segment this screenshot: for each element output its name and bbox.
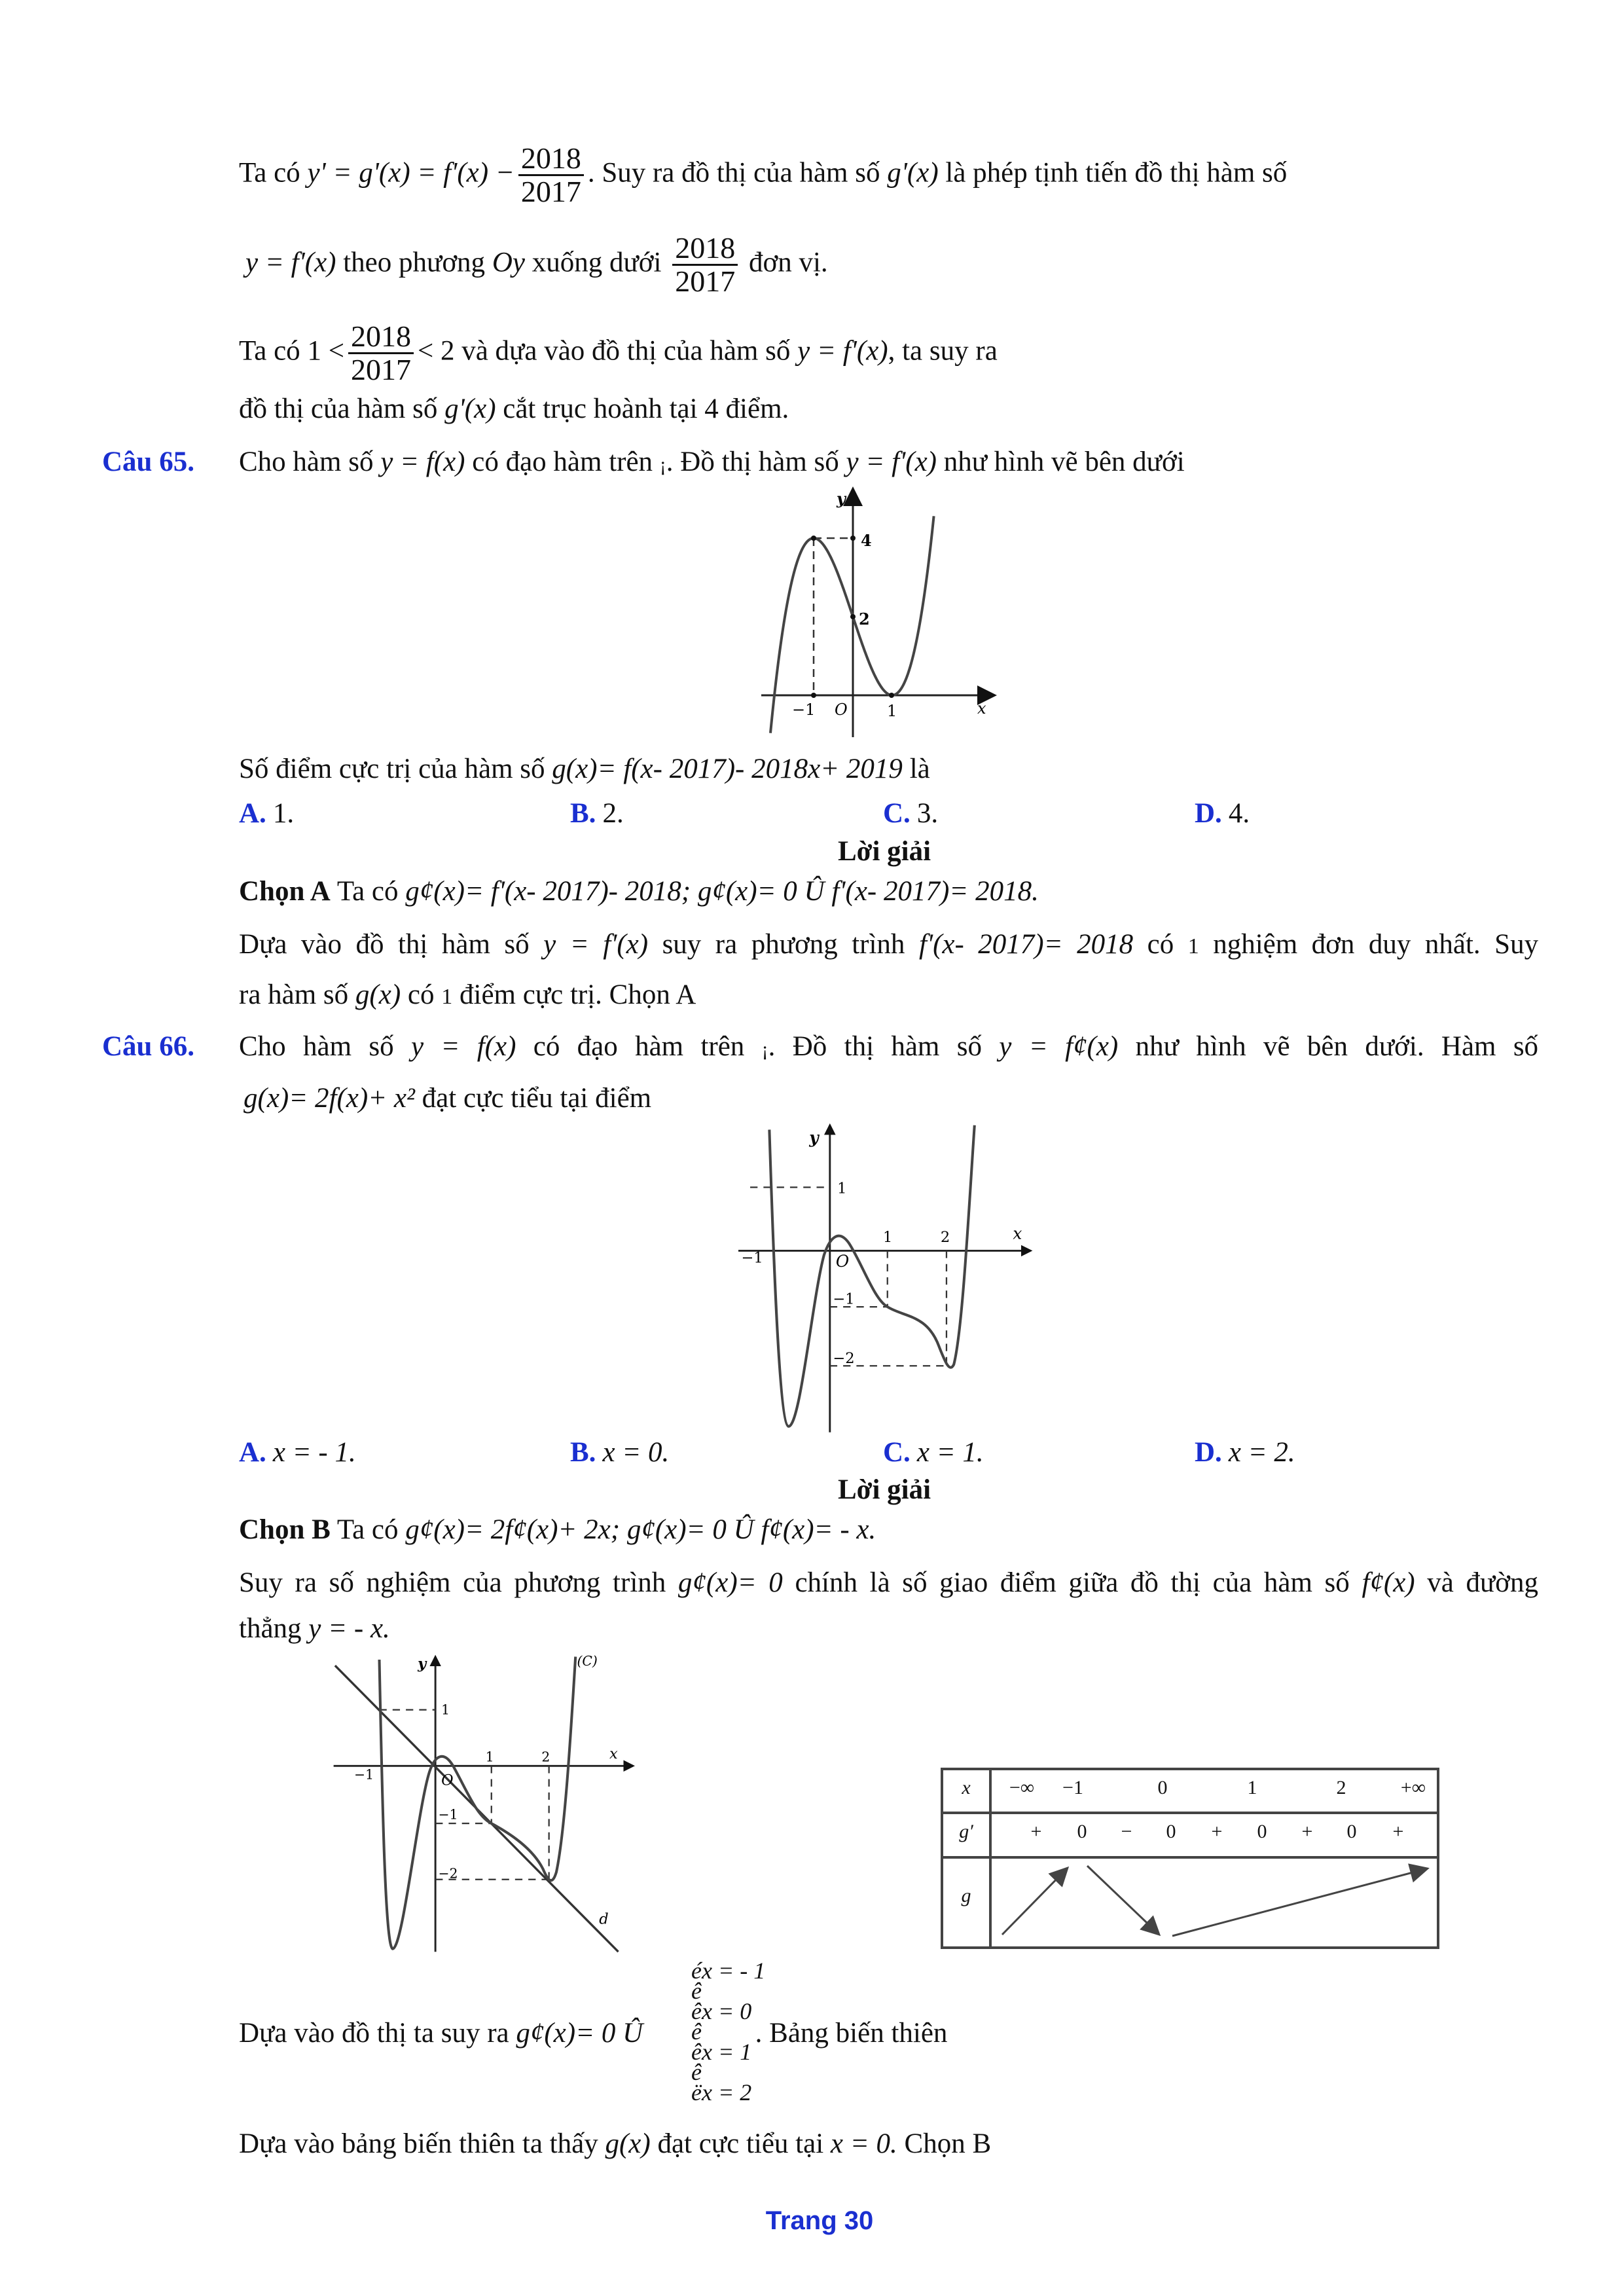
page-number: Trang 30 (765, 2206, 874, 2235)
case: êx = 1 (691, 2039, 752, 2065)
origin-label: O (835, 1252, 850, 1271)
text: Ta có (239, 335, 300, 367)
math: y = f'(x) (245, 247, 336, 278)
solution-66-line-4 (239, 2014, 947, 2053)
option-d[interactable] (1195, 794, 1250, 833)
text: cắt trục hoành tại 4 điểm. (503, 393, 789, 424)
math: y = f¢(x) (999, 1031, 1119, 1062)
math: < 2 (417, 335, 455, 367)
question-66-stem-2 (244, 1079, 651, 1118)
option-a[interactable] (239, 1433, 356, 1472)
solution-66-line-2 (239, 1563, 1538, 1603)
tick-minus-2: −2 (438, 1865, 458, 1882)
answer-choice: Chọn B (239, 1514, 331, 1545)
numerator: 2018 (518, 143, 584, 176)
math: y = f'(x) (543, 929, 649, 960)
arrow-up (1172, 1868, 1428, 1936)
tick-minus-1: −1 (438, 1806, 458, 1823)
option-key: D. (1195, 798, 1222, 829)
option-key: B. (570, 798, 596, 829)
tick-minus-1-x: −1 (741, 1249, 763, 1267)
option-b[interactable] (570, 1433, 669, 1472)
cell: −∞ (1009, 1777, 1035, 1798)
text: và đường (1427, 1567, 1539, 1598)
question-65-stem (239, 443, 1185, 482)
tick-minus-1: −1 (833, 1290, 855, 1308)
intro-line-1 (239, 141, 1288, 208)
math: g'(x) (444, 393, 496, 424)
solution-66-line-1 (239, 1510, 876, 1550)
intro-line-2 (245, 231, 828, 298)
math: g¢(x)= 0 (677, 1567, 783, 1598)
text: điểm cực trị. Chọn A (460, 979, 696, 1010)
cell: + (1211, 1821, 1223, 1842)
tick-x-2: 2 (940, 1228, 950, 1246)
math: y = f(x) (380, 446, 465, 477)
question-65-text (239, 750, 930, 789)
option-key: A. (239, 798, 266, 829)
axis-label-y: y (837, 489, 846, 508)
variation-arrows (943, 1856, 1441, 1948)
tick-x-1: 1 (882, 1228, 893, 1246)
tick-1: 1 (837, 1180, 847, 1197)
text: theo phương (343, 247, 486, 278)
cell: 0 (1157, 1777, 1168, 1798)
option-b[interactable] (570, 794, 624, 833)
option-value: x = 0. (602, 1437, 670, 1468)
option-value: 4. (1228, 798, 1250, 829)
text: Ta có (336, 1514, 399, 1545)
text: Ta có (336, 876, 399, 907)
solution-65-line-2 (239, 925, 1538, 964)
cell: 0 (1257, 1821, 1267, 1842)
axis-label-x: x (977, 699, 986, 718)
axis-label-y: y (418, 1655, 427, 1673)
math: x = 0. (830, 2128, 897, 2159)
denominator: 2017 (675, 264, 736, 298)
math: g(x)= 2f(x)+ x² (244, 1083, 415, 1114)
fraction (672, 232, 738, 297)
cell: − (1121, 1821, 1132, 1842)
option-key: C. (883, 798, 911, 829)
intro-line-4 (239, 390, 789, 429)
option-key: D. (1195, 1437, 1222, 1468)
case: ê (691, 2059, 702, 2085)
text: đạt cực tiểu tại điểm (422, 1083, 652, 1114)
fraction (348, 321, 414, 386)
number: 1 (441, 985, 453, 1009)
solution-title: Lời giải (838, 1474, 931, 1505)
case-system (691, 1958, 766, 2105)
answer-choice: Chọn A (239, 876, 331, 907)
option-key: A. (239, 1437, 266, 1468)
math: Oy (492, 247, 525, 278)
table-row-x (943, 1770, 1437, 1814)
question-65-label: Câu 65. (102, 446, 194, 477)
question-66-stem (239, 1027, 1538, 1066)
text: xuống dưới (532, 247, 662, 278)
text: thẳng (239, 1613, 302, 1644)
origin-label: O (835, 701, 848, 719)
cell: 0 (1077, 1821, 1087, 1842)
cell: 2 (1336, 1777, 1346, 1798)
text: Dựa vào bảng biến thiên ta thấy (239, 2128, 598, 2159)
text: Dựa vào đồ thị hàm số (239, 929, 530, 960)
option-key: C. (883, 1437, 911, 1468)
text: có đạo hàm trên (472, 446, 653, 477)
text: chính là số giao điểm giữa đồ thị của hàm số (795, 1567, 1350, 1598)
math: g¢(x)= 2f¢(x)+ 2x; g¢(x)= 0 Û f¢(x)= - x. (405, 1514, 876, 1545)
math: y = f'(x) (797, 335, 888, 367)
tick-x-1: 1 (485, 1749, 494, 1765)
axis-label-y: y (809, 1127, 819, 1147)
case: êx = 0 (691, 1998, 752, 2024)
text: Suy ra số nghiệm của phương trình (239, 1567, 666, 1598)
text: có đạo hàm trên (533, 1031, 745, 1062)
case: éx = - 1 (691, 1958, 766, 1984)
row-label: g′ (959, 1821, 973, 1842)
case: ëx = 2 (691, 2079, 752, 2105)
case: ê (691, 2018, 702, 2045)
text: như hình vẽ bên dưới (943, 446, 1185, 477)
tick-1: 1 (887, 702, 897, 720)
real-set-symbol: ¡ (659, 454, 666, 475)
solution-66-line-3 (239, 1609, 390, 1649)
tick-minus-1-x: −1 (354, 1766, 374, 1783)
numerator: 2018 (672, 232, 738, 266)
option-value: 3. (916, 798, 939, 829)
curve-c (379, 1657, 575, 1949)
text: ra hàm số (239, 979, 349, 1010)
solution-66-line-5 (239, 2124, 991, 2164)
math: g(x) (605, 2128, 651, 2159)
option-value: x = 1. (916, 1437, 984, 1468)
tick-x-2: 2 (541, 1749, 550, 1765)
text: Cho hàm số (239, 1031, 394, 1062)
option-value: 2. (602, 798, 624, 829)
text: có (407, 979, 435, 1010)
text: Số điểm cực trị của hàm số (239, 754, 545, 784)
math: 1 < (307, 335, 344, 367)
text: đồ thị của hàm số (239, 393, 438, 424)
text: , ta suy ra (888, 335, 998, 367)
question-66-label: Câu 66. (102, 1031, 194, 1062)
option-value: 1. (272, 798, 295, 829)
table-row-gprime (943, 1812, 1437, 1859)
text: . Đồ thị hàm số (768, 1031, 982, 1062)
text: Dựa vào đồ thị ta suy ra (239, 2018, 509, 2049)
graph-f-prime-66 (738, 1122, 1034, 1432)
math: f'(x- 2017)= 2018 (918, 929, 1134, 960)
intro-line-3 (239, 319, 998, 386)
solution-title: Lời giải (838, 836, 931, 867)
math: y = f(x) (410, 1031, 516, 1062)
option-value: x = 2. (1228, 1437, 1295, 1468)
text: Cho hàm số (239, 446, 374, 477)
cell: + (1030, 1821, 1042, 1842)
cell: + (1301, 1821, 1313, 1842)
math: y = f'(x) (846, 446, 937, 477)
text: đơn vị. (748, 247, 828, 278)
math: f¢(x) (1362, 1567, 1415, 1598)
text: Ta có (239, 157, 300, 189)
text: đạt cực tiểu tại (657, 2128, 824, 2159)
arrow-down (1087, 1866, 1159, 1935)
case: ê (691, 1978, 702, 2004)
text: là (909, 754, 930, 784)
real-set-symbol: ¡ (761, 1038, 768, 1060)
text: . Bảng biến thiên (755, 2018, 948, 2049)
fraction (518, 143, 584, 208)
math: y' = g'(x) = f'(x) − (307, 157, 514, 189)
axis-label-x: x (609, 1745, 618, 1763)
option-key: B. (570, 1437, 596, 1468)
graph-f-prime-65 (759, 484, 1008, 746)
option-value: x = - 1. (272, 1437, 356, 1468)
dashed-guide (750, 1187, 947, 1366)
line-d-label: d (599, 1910, 609, 1928)
cell: +∞ (1400, 1777, 1426, 1798)
origin-label: O (441, 1772, 454, 1789)
cell: + (1392, 1821, 1404, 1842)
tick-minus-1: −1 (792, 701, 816, 719)
text: Chọn B (904, 2128, 992, 2159)
cell: 0 (1166, 1821, 1176, 1842)
math: g(x) (355, 979, 401, 1010)
text: . Suy ra đồ thị của hàm số (587, 157, 880, 189)
tick-minus-2: −2 (833, 1349, 855, 1367)
denominator: 2017 (350, 353, 411, 386)
option-c[interactable] (883, 1433, 984, 1472)
denominator: 2017 (520, 175, 581, 208)
math: g¢(x)= 0 Û (516, 2018, 643, 2049)
tick-1: 1 (441, 1702, 450, 1718)
text: như hình vẽ bên dưới. Hàm số (1135, 1031, 1539, 1062)
math: g¢(x)= f'(x- 2017)- 2018; g¢(x)= 0 Û f'(x- 2017)= 2018. (405, 876, 1039, 907)
text: suy ra phương trình (662, 929, 905, 960)
text: . Đồ thị hàm số (666, 446, 839, 477)
tick-4: 4 (861, 531, 872, 550)
graph-intersection (332, 1654, 636, 1956)
numerator: 2018 (348, 321, 414, 354)
solution-65-line-3 (239, 975, 696, 1015)
variation-table (941, 1768, 1439, 1949)
option-c[interactable] (883, 794, 938, 833)
math: g'(x) (887, 157, 939, 189)
row-label: x (962, 1777, 971, 1798)
cell: 1 (1247, 1777, 1257, 1798)
cell: 0 (1346, 1821, 1357, 1842)
axis-label-x: x (1013, 1224, 1022, 1243)
row-label: g (961, 1885, 971, 1906)
tick-2: 2 (859, 610, 870, 629)
curve-label: (C) (577, 1654, 598, 1669)
solution-65-line-1 (239, 872, 1039, 911)
arrow-up (1002, 1868, 1068, 1935)
option-a[interactable] (239, 794, 294, 833)
text: là phép tịnh tiến đồ thị hàm số (945, 157, 1288, 189)
math: g(x)= f(x- 2017)- 2018x+ 2019 (552, 754, 903, 784)
text: và dựa vào đồ thị của hàm số (461, 335, 791, 367)
cell: −1 (1062, 1777, 1083, 1798)
text: có (1147, 929, 1174, 960)
math: y = - x. (308, 1613, 390, 1644)
curve (769, 1125, 974, 1427)
text: nghiệm đơn duy nhất. Suy (1213, 929, 1539, 960)
option-d[interactable] (1195, 1433, 1295, 1472)
number: 1 (1187, 934, 1199, 958)
